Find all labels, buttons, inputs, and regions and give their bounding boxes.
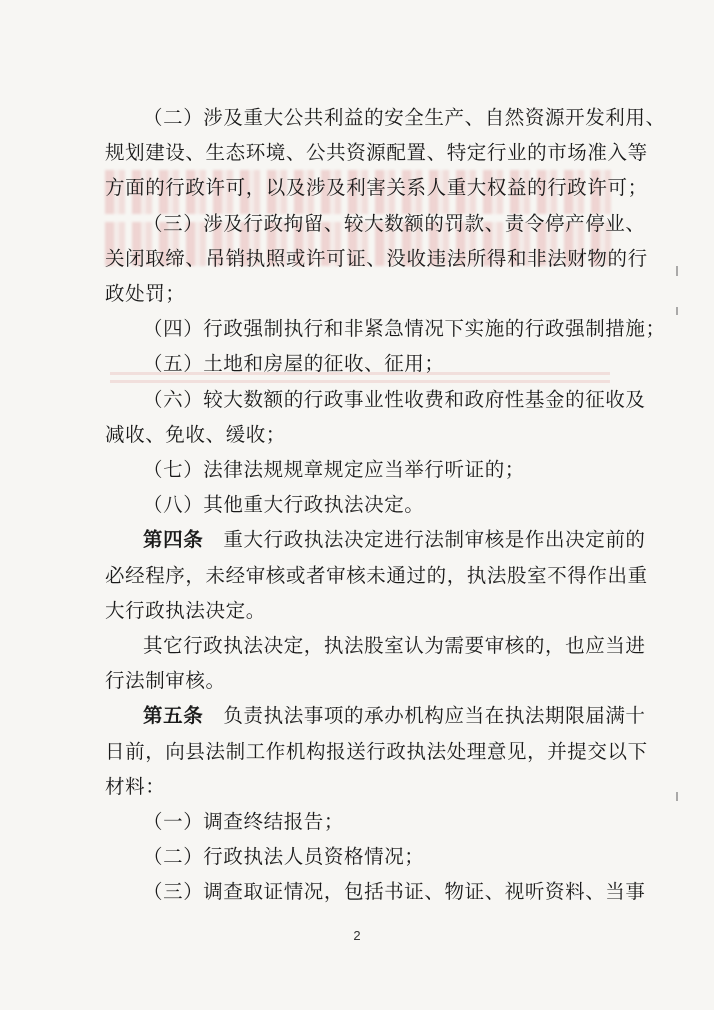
text-line: 必经程序，未经审核或者审核未通过的，执法股室不得作出重 xyxy=(105,563,648,587)
article-four-line xyxy=(143,525,646,557)
text-line: （五）土地和房屋的征收、征用； xyxy=(143,352,445,376)
text-line: 减收、免收、缓收； xyxy=(105,422,286,446)
text-line: 其它行政执法决定，执法股室认为需要审核的，也应当进 xyxy=(143,634,646,657)
text-line: （二）行政执法人员资格情况； xyxy=(143,845,425,869)
text-line: （七）法律法规规章规定应当举行听证的； xyxy=(143,458,525,481)
scan-mark xyxy=(676,792,678,801)
text-line: 行法制审核。 xyxy=(105,669,226,693)
article-four-heading: 第四条 xyxy=(143,528,204,552)
text-span: 重大行政执法决定进行法制审核是作出决定前的 xyxy=(203,528,646,552)
text-line: （六）较大数额的行政事业性收费和政府性基金的征收及 xyxy=(143,387,646,411)
text-line: 方面的行政许可，以及涉及利害关系人重大权益的行政许可； xyxy=(105,176,648,200)
text-line: 政处罚； xyxy=(105,282,186,305)
scan-mark xyxy=(676,266,678,276)
text-span: 负责执法事项的承办机构应当在执法期限届满十 xyxy=(203,704,646,728)
text-line: 材料： xyxy=(105,774,166,798)
text-line: （二）涉及重大公共利益的安全生产、自然资源开发利用、 xyxy=(143,106,666,129)
article-five-line xyxy=(143,701,646,733)
article-five-heading: 第五条 xyxy=(143,704,204,728)
text-line: （八）其他重大行政执法决定。 xyxy=(143,493,425,517)
text-line: 大行政执法决定。 xyxy=(105,598,266,622)
text-line: 规划建设、生态环境、公共资源配置、特定行业的市场准入等 xyxy=(105,141,648,165)
page-number: 2 xyxy=(353,928,361,943)
text-line: 日前，向县法制工作机构报送行政执法处理意见，并提交以下 xyxy=(105,739,648,763)
text-line: （一）调查终结报告； xyxy=(143,810,345,833)
text-line: 关闭取缔、吊销执照或许可证、没收违法所得和非法财物的行 xyxy=(105,246,648,270)
text-line: （四）行政强制执行和非紧急情况下实施的行政强制措施； xyxy=(143,317,666,341)
text-line: （三）涉及行政拘留、较大数额的罚款、责令停产停业、 xyxy=(143,211,646,235)
scan-mark xyxy=(676,307,678,315)
text-line: （三）调查取证情况，包括书证、物证、视听资料、当事 xyxy=(143,880,646,904)
